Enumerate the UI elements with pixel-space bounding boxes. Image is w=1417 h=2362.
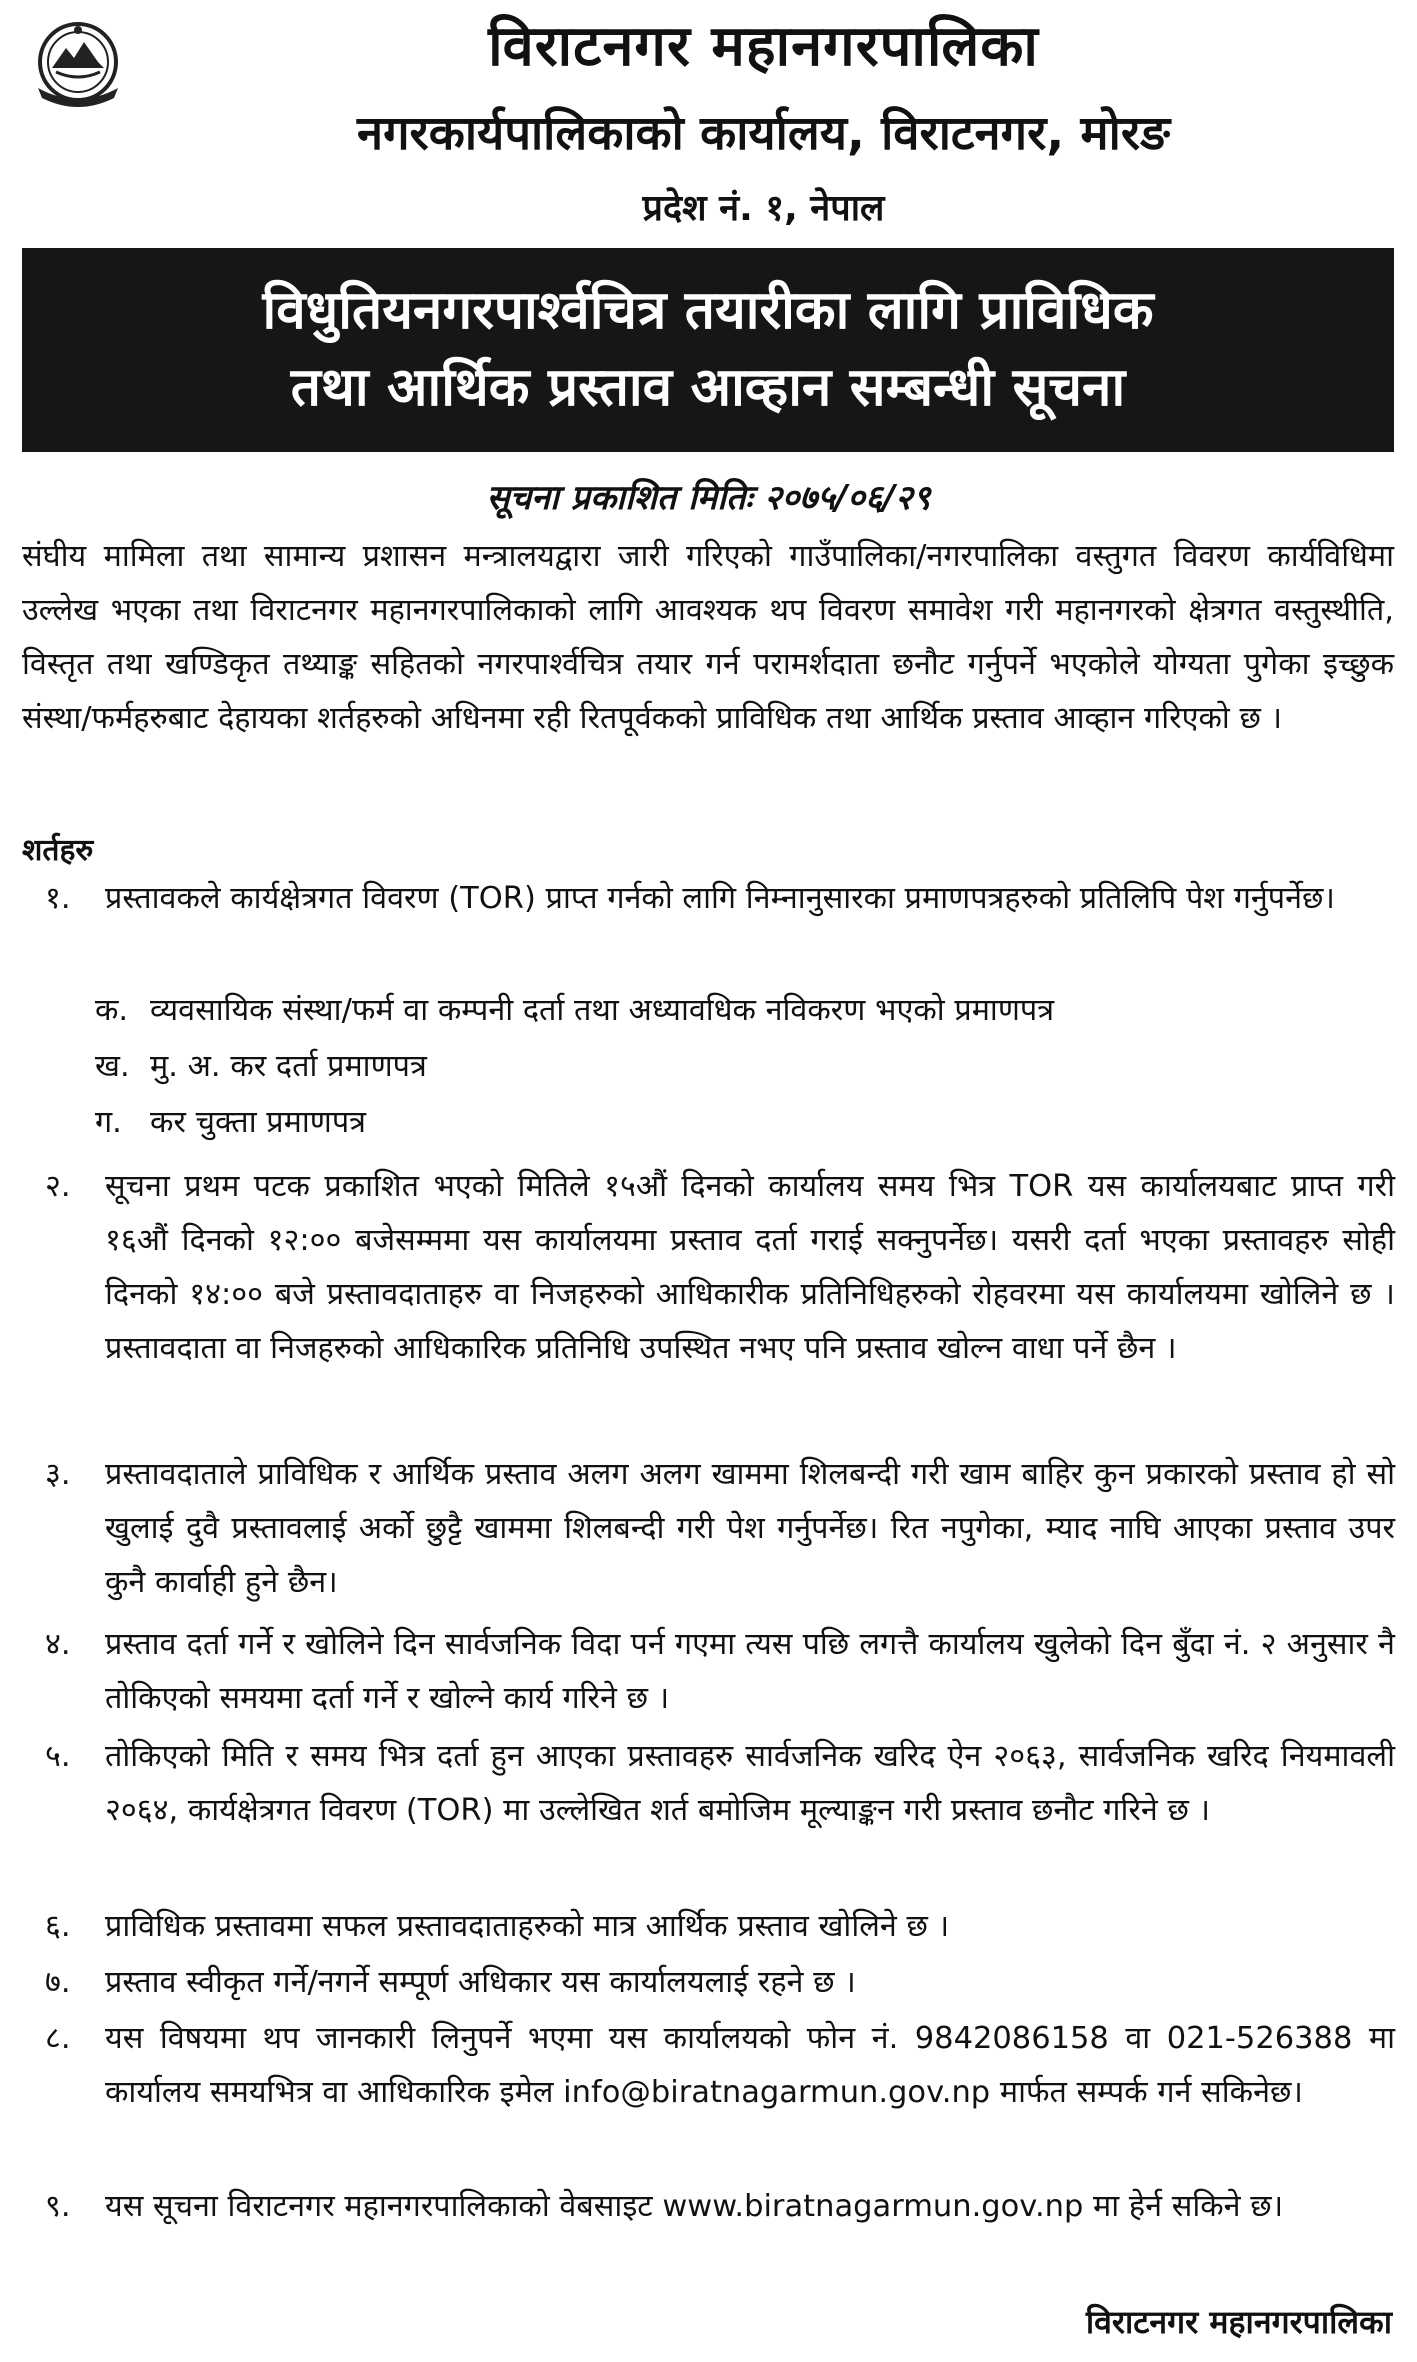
sub-item: [95, 984, 1054, 1038]
condition-text: सूचना प्रथम पटक प्रकाशित भएको मितिले १५औं दिनको कार्यालय समय भित्र TOR यस कार्यालयबाट प्राप्त गरी १६औं दिनको १२:०० बजेसम्ममा यस कार्यालयमा प्रस्ताव दर्ता गराई सक्नुपर्नेछ। यसरी दर्ता भएका प्रस्तावहरु सोही दिनको १४:०० बजे प्रस्तावदाताहरु वा निजहरुको आधिकारीक प्रतिनिधिहरुको रोहवरमा यस कार्यालयमा खोलिने छ । प्रस्तावदाता वा निजहरुको आधिकारिक प्रतिनिधि उपस्थित नभए पनि प्रस्ताव खोल्न वाधा पर्ने छैन ।: [105, 1169, 1395, 1366]
signature-org-name: विराटनगर महानगरपालिका: [1085, 2303, 1392, 2341]
condition-number: ५.: [45, 1739, 71, 1774]
sub-item-number: ख.: [95, 1049, 130, 1084]
sub-item-number: क.: [95, 993, 129, 1028]
condition-text: प्रस्ताव स्वीकृत गर्ने/नगर्ने सम्पूर्ण अधिकार यस कार्यालयलाई रहने छ ।: [105, 1965, 856, 2000]
sub-item-text: व्यवसायिक संस्था/फर्म वा कम्पनी दर्ता तथा अध्यावधिक नविकरण भएको प्रमाणपत्र: [150, 993, 1055, 1028]
sub-item-text: मु. अ. कर दर्ता प्रमाणपत्र: [150, 1049, 427, 1084]
condition-number: ९.: [45, 2189, 71, 2224]
condition-text: यस सूचना विराटनगर महानगरपालिकाको वेबसाइट www.biratnagarmun.gov.np मा हेर्न सकिने छ।: [105, 2189, 1284, 2224]
sub-item: [95, 1096, 366, 1150]
condition-number: १.: [45, 881, 71, 916]
condition-text: प्राविधिक प्रस्तावमा सफल प्रस्तावदाताहरुको मात्र आर्थिक प्रस्ताव खोलिने छ ।: [105, 1909, 950, 1944]
condition-number: ४.: [45, 1627, 71, 1662]
published-date: सूचना प्रकाशित मितिः २०७५/०६/२९: [486, 478, 931, 518]
sub-item-number: ग.: [95, 1105, 122, 1140]
sub-item-text: कर चुक्ता प्रमाणपत्र: [150, 1105, 366, 1140]
condition-text: प्रस्ताव दर्ता गर्ने र खोलिने दिन सार्वजनिक विदा पर्न गएमा त्यस पछि लगत्तै कार्यालय खुलेको दिन बुँदा नं. २ अनुसार नै तोकिएको समयमा दर्ता गर्ने र खोल्ने कार्य गरिने छ ।: [105, 1627, 1395, 1716]
condition-number: ६.: [45, 1909, 71, 1944]
condition-text: प्रस्तावकले कार्यक्षेत्रगत विवरण (TOR) प्राप्त गर्नको लागि निम्नानुसारका प्रमाणपत्रहरुको प्रतिलिपि पेश गर्नुपर्नेछ।: [105, 881, 1335, 916]
condition-number: ७.: [45, 1965, 71, 2000]
sub-item: [95, 1040, 427, 1094]
condition-text: प्रस्तावदाताले प्राविधिक र आर्थिक प्रस्ताव अलग अलग खाममा शिलबन्दी गरी खाम बाहिर कुन प्रकारको प्रस्ताव हो सो खुलाई दुवै प्रस्तावलाई अर्को छुट्टै खाममा शिलबन्दी गरी पेश गर्नुपर्नेछ। रित नपुगेका, म्याद नाघि आएका प्रस्ताव उपर कुनै कार्वाही हुने छैन।: [105, 1457, 1395, 1600]
org-name: विराटनगर महानगरपालिका: [488, 14, 1039, 79]
office-name: नगरकार्यपालिकाको कार्यालय, विराटनगर, मोरङ: [357, 106, 1170, 161]
conditions-heading: शर्तहरु: [22, 833, 94, 868]
notice-title-banner: [22, 248, 1394, 452]
condition-number: ३.: [45, 1457, 71, 1492]
province-line: प्रदेश नं. १, नेपाल: [642, 188, 885, 229]
condition-text: तोकिएको मिति र समय भित्र दर्ता हुन आएका प्रस्तावहरु सार्वजनिक खरिद ऐन २०६३, सार्वजनिक खरिद नियमावली २०६४, कार्यक्षेत्रगत विवरण (TOR) मा उल्लेखित शर्त बमोजिम मूल्याङ्कन गरी प्रस्ताव छनौट गरिने छ ।: [105, 1739, 1395, 1828]
notice-title-line1: विधुतियनगरपार्श्वचित्र तयारीका लागि प्राविधिक: [262, 280, 1154, 342]
nepal-emblem-logo: [28, 18, 128, 114]
condition-number: ८.: [45, 2021, 71, 2056]
intro-paragraph: संघीय मामिला तथा सामान्य प्रशासन मन्त्रालयद्वारा जारी गरिएको गाउँपालिका/नगरपालिका वस्तुगत विवरण कार्यविधिमा उल्लेख भएका तथा विराटनगर महानगरपालिकाको लागि आवश्यक थप विवरण समावेश गरी महानगरको क्षेत्रगत वस्तुस्थीति, विस्तृत तथा खण्डिकृत तथ्याङ्क सहितको नगरपार्श्वचित्र तयार गर्न परामर्शदाता छनौट गर्नुपर्ने भएकोले योग्यता पुगेका इच्छुक संस्था/फर्महरुबाट देहायका शर्तहरुको अधिनमा रही रितपूर्वकको प्राविधिक तथा आर्थिक प्रस्ताव आव्हान गरिएको छ ।: [22, 539, 1394, 736]
condition-text: यस विषयमा थप जानकारी लिनुपर्ने भएमा यस कार्यालयको फोन नं. 9842086158 वा 021-526388 मा कार्यालय समयभित्र वा आधिकारिक इमेल info@biratnagarmun.gov.np मार्फत सम्पर्क गर्न सकिनेछ।: [105, 2021, 1395, 2110]
notice-title-line2: तथा आर्थिक प्रस्ताव आव्हान सम्बन्धी सूचना: [290, 357, 1126, 418]
condition-number: २.: [45, 1169, 71, 1204]
